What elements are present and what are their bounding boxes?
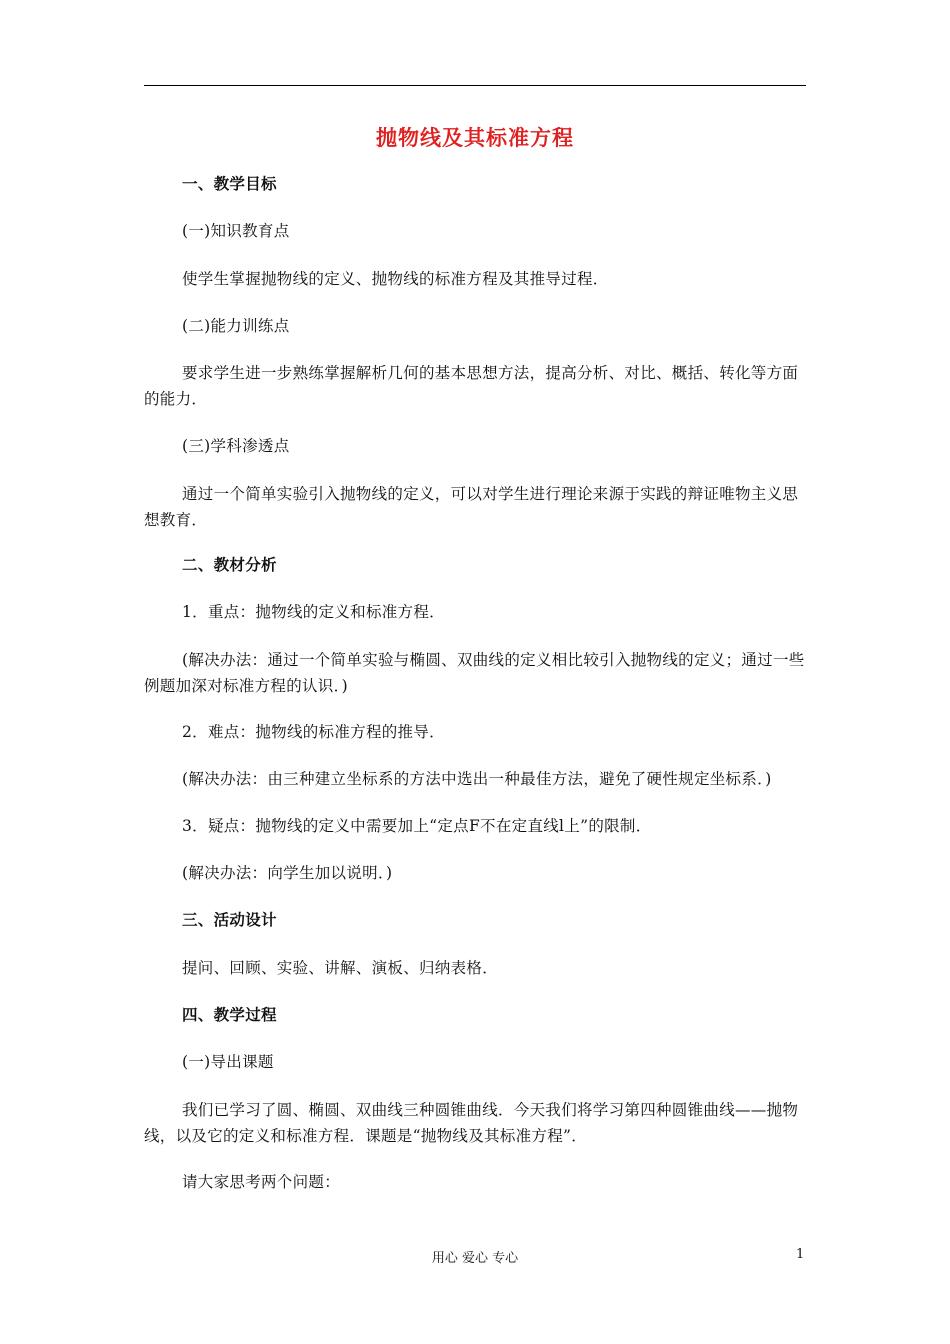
section-heading-analysis: 二、教材分析 xyxy=(182,555,277,574)
section-heading-process: 四、教学过程 xyxy=(182,1005,277,1024)
subheading-intro: (一)导出课题 xyxy=(182,1053,274,1071)
paragraph: (解决办法：通过一个简单实验与椭圆、双曲线的定义相比较引入抛物线的定义；通过一些例题加深对标准方程的认识．) xyxy=(144,651,805,695)
paragraph: 提问、回顾、实验、讲解、演板、归纳表格． xyxy=(182,959,499,977)
list-item: 2．难点：抛物线的标准方程的推导． xyxy=(182,723,445,741)
subheading-ability: (二)能力训练点 xyxy=(182,317,290,335)
paragraph: (解决办法：向学生加以说明．) xyxy=(182,864,393,882)
header-rule xyxy=(144,85,806,86)
list-item: 3．疑点：抛物线的定义中需要加上“定点F不在定直线l上”的限制． xyxy=(182,817,652,835)
paragraph: 使学生掌握抛物线的定义、抛物线的标准方程及其推导过程． xyxy=(182,270,609,288)
section-heading-activities: 三、活动设计 xyxy=(182,910,277,929)
paragraph: 我们已学习了圆、椭圆、双曲线三种圆锥曲线．今天我们将学习第四种圆锥曲线——抛物线，以及它的定义和标准方程．课题是“抛物线及其标准方程”． xyxy=(144,1101,799,1145)
paragraph: 通过一个简单实验引入抛物线的定义，可以对学生进行理论来源于实践的辩证唯物主义思想教育． xyxy=(144,485,799,529)
page-number: 1 xyxy=(796,1247,805,1262)
paragraph: 要求学生进一步熟练掌握解析几何的基本思想方法，提高分析、对比、概括、转化等方面的能力． xyxy=(144,364,799,408)
section-heading-objectives: 一、教学目标 xyxy=(182,174,277,193)
footer-motto: 用心 爱心 专心 xyxy=(431,1251,519,1266)
subheading-discipline: (三)学科渗透点 xyxy=(182,437,290,455)
list-item: 1．重点：抛物线的定义和标准方程． xyxy=(182,603,445,621)
page-title: 抛物线及其标准方程 xyxy=(376,125,574,150)
subheading-knowledge: (一)知识教育点 xyxy=(182,222,290,240)
paragraph: 请大家思考两个问题： xyxy=(182,1173,341,1191)
paragraph: (解决办法：由三种建立坐标系的方法中选出一种最佳方法，避免了硬性规定坐标系．) xyxy=(182,770,772,788)
